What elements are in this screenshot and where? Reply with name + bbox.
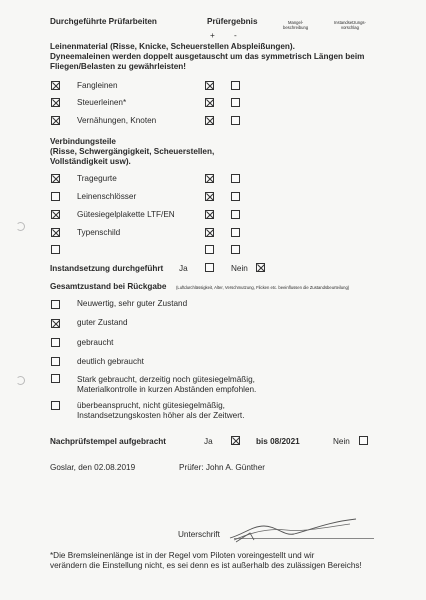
section2-title-line2: (Risse, Schwergängigkeit, Scheuerstellen, (50, 147, 215, 156)
instandsetzung-nein-checkbox[interactable] (256, 263, 265, 272)
steuerleinen-plus-box[interactable] (205, 98, 214, 107)
gesamtzustand-label: Gesamtzustand bei Rückgabe (50, 282, 167, 291)
zustand-deutlich-label: deutlich gebraucht (77, 357, 144, 366)
header-vorschlag: Instandsetzungs- vorschlag (334, 20, 366, 30)
fangleinen-label: Fangleinen (77, 81, 118, 90)
punch-hole-top (16, 222, 25, 231)
leinenschloesser-minus-box[interactable] (231, 192, 240, 201)
vernaehungen-plus-box[interactable] (205, 116, 214, 125)
zustand-ueberbeansprucht-checkbox[interactable] (51, 401, 60, 410)
instandsetzung-nein-label: Nein (231, 264, 248, 273)
vernaehungen-minus-box[interactable] (231, 116, 240, 125)
leinenschloesser-plus-box[interactable] (205, 192, 214, 201)
empty-row-plus-box[interactable] (205, 245, 214, 254)
zustand-neuwertig-label: Neuwertig, sehr guter Zustand (77, 299, 188, 308)
fangleinen-checkbox[interactable] (51, 81, 60, 90)
section1-title-line1: Leinenmaterial (Risse, Knicke, Scheuerstellen Abspleißungen). (50, 42, 295, 51)
zustand-gebraucht-label: gebraucht (77, 338, 114, 347)
place-date: Goslar, den 02.08.2019 (50, 463, 136, 472)
guetesiegel-checkbox[interactable] (51, 210, 60, 219)
tragegurte-plus-box[interactable] (205, 174, 214, 183)
header-minus: - (234, 31, 237, 40)
guetesiegel-plus-box[interactable] (205, 210, 214, 219)
zustand-stark-line1: Stark gebraucht, derzeitig noch gütesiegelmäßig, (77, 375, 255, 384)
stempel-nein-label: Nein (333, 437, 350, 446)
zustand-stark-checkbox[interactable] (51, 374, 60, 383)
leinenschloesser-label: Leinenschlösser (77, 192, 137, 201)
punch-hole-bottom (16, 376, 25, 385)
header-result: Prüfergebnis (207, 17, 258, 26)
stempel-ja-label: Ja (204, 437, 213, 446)
zustand-gut-checkbox[interactable] (51, 319, 60, 328)
tragegurte-label: Tragegurte (77, 174, 117, 183)
section1-title-line2: Dyneemaleinen werden doppelt ausgetauscht um das symmetrisch Längen beim (50, 52, 365, 61)
zustand-neuwertig-checkbox[interactable] (51, 300, 60, 309)
zustand-ueberbeansprucht-line1: überbeansprucht, nicht gütesiegelmäßig, (77, 401, 225, 410)
empty-row-minus-box[interactable] (231, 245, 240, 254)
stempel-nein-checkbox[interactable] (359, 436, 368, 445)
unterschrift-label: Unterschrift (178, 530, 220, 539)
section1-title-line3: Fliegen/Belasten zu gewährleisten! (50, 62, 187, 71)
guetesiegel-minus-box[interactable] (231, 210, 240, 219)
header-mangel: Mangel- beschreibung (283, 20, 309, 30)
vernaehungen-label: Vernähungen, Knoten (77, 116, 157, 125)
instandsetzung-ja-label: Ja (179, 264, 188, 273)
zustand-gut-label: guter Zustand (77, 318, 128, 327)
tragegurte-checkbox[interactable] (51, 174, 60, 183)
pruefer-name: Prüfer: John A. Günther (179, 463, 266, 472)
typenschild-minus-box[interactable] (231, 228, 240, 237)
vernaehungen-checkbox[interactable] (51, 116, 60, 125)
tragegurte-minus-box[interactable] (231, 174, 240, 183)
typenschild-label: Typenschild (77, 228, 121, 237)
steuerleinen-label: Steuerleinen* (77, 98, 127, 107)
zustand-stark-line2: Materialkontrolle in kurzen Abständen empfohlen. (77, 385, 257, 394)
header-plus: + (210, 31, 215, 40)
stempel-bis: bis 08/2021 (256, 437, 300, 446)
stempel-label: Nachprüfstempel aufgebracht (50, 437, 167, 446)
typenschild-plus-box[interactable] (205, 228, 214, 237)
steuerleinen-minus-box[interactable] (231, 98, 240, 107)
footer-note-line1: *Die Bremsleinenlänge ist in der Regel vom Piloten voreingestellt und wir (50, 551, 315, 560)
gesamtzustand-note: (Luftdurchlässigkeit, Alter, Verschmutzung, Flicken etc. beeinflussen die Zustandsbeurteilung) (176, 285, 350, 290)
section2-title-line3: Vollständigkeit usw). (50, 157, 131, 166)
leinenschloesser-checkbox[interactable] (51, 192, 60, 201)
fangleinen-plus-box[interactable] (205, 81, 214, 90)
zustand-ueberbeansprucht-line2: Instandsetzungskosten höher als der Zeitwert. (77, 411, 245, 420)
stempel-ja-checkbox[interactable] (231, 436, 240, 445)
instandsetzung-label: Instandsetzung durchgeführt (50, 264, 164, 273)
section2-title-line1: Verbindungsteile (50, 137, 116, 146)
header-title: Durchgeführte Prüfarbeiten (50, 17, 157, 26)
guetesiegel-label: Gütesiegelplakette LTF/EN (77, 210, 175, 219)
instandsetzung-ja-checkbox[interactable] (205, 263, 214, 272)
footer-note-line2: verändern die Einstellung nicht, es sei denn es ist außerhalb des zulässigen Bereichs! (50, 561, 362, 570)
signature-scribble (224, 512, 364, 546)
typenschild-checkbox[interactable] (51, 228, 60, 237)
fangleinen-minus-box[interactable] (231, 81, 240, 90)
zustand-gebraucht-checkbox[interactable] (51, 338, 60, 347)
zustand-deutlich-checkbox[interactable] (51, 357, 60, 366)
empty-row-checkbox[interactable] (51, 245, 60, 254)
steuerleinen-checkbox[interactable] (51, 98, 60, 107)
